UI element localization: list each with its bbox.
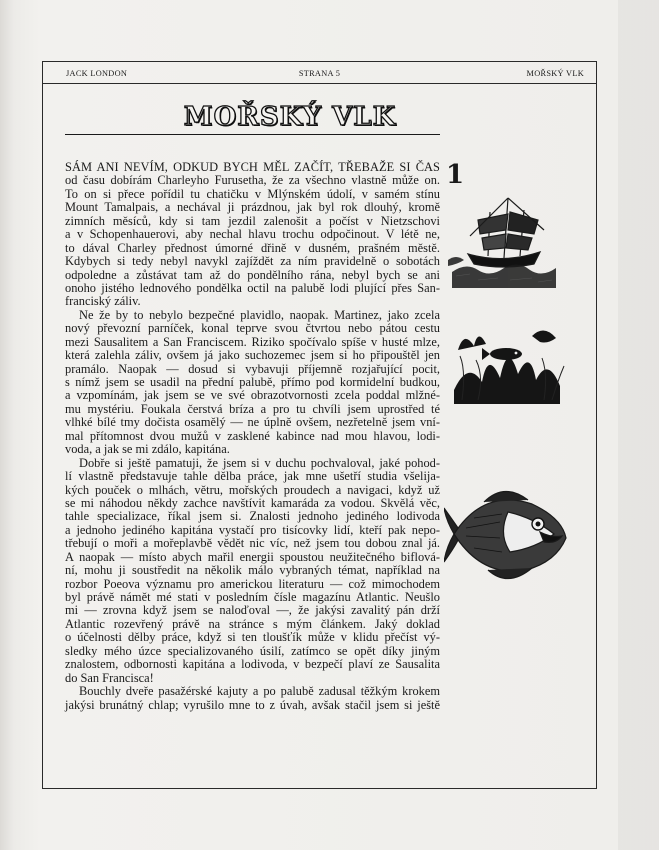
- text-line: Dobře si ještě pamatuji, že jsem si v duchu pochvaloval, jaké pohod-: [79, 455, 440, 470]
- text-line: rozbor Poeova významu pro americkou literaturu — což mimochodem: [65, 576, 440, 591]
- text-line: vlhké bílé tmy dočista osamělý — ne úplně ovšem, nezřetelně jsem vní-: [65, 415, 440, 430]
- text-line: franciský záliv.: [65, 294, 141, 309]
- text-line: Atlantic rozevřený právě na stránce s mým článkem. Jaký doklad: [65, 616, 440, 631]
- chapter-number: 1: [446, 160, 465, 190]
- text-line: pramálo. Naopak — dosud si vybavuji příjemně rozjařující pocit,: [65, 361, 440, 376]
- running-header: [43, 62, 596, 84]
- body-text: [65, 161, 440, 712]
- text-line: Bouchly dveře pasažérské kajuty a po palubě zadusal těžkým krokem: [79, 684, 440, 699]
- text-line: se mi náhodou někdy zachce navštívit kamaráda za vodou. Skvělá věc,: [65, 495, 440, 510]
- text-line: ní, mohu ji soustředit na několik málo vybraných témat, například na: [65, 563, 440, 578]
- text-line: od času dobírám Charleyho Furusetha, že za všechno vlastně může on.: [65, 173, 440, 188]
- text-line: Ne že by to nebylo bezpečné plavidlo, naopak. Martinez, jako zcela: [79, 307, 440, 322]
- next-page-edge: [618, 0, 659, 850]
- text-line: do San Francisca!: [65, 670, 154, 685]
- text-line: s nímž jsem se usadil na přední palubě, přímo pod kormidelní budkou,: [65, 375, 440, 389]
- chapter-title: MOŘSKÝ VLK: [183, 102, 397, 132]
- text-line: mezi Sausalitem a San Franciscem. Riziko spočívalo spíše v husté mlze,: [65, 334, 440, 349]
- sailing-ship-illustration: [448, 190, 558, 288]
- text-line: to dával Charley přednost úmorné dřině v dusném, prašném městě.: [65, 240, 440, 255]
- text-line: onoho jistého lednového pondělka octil na palubě lodi plující přes San-: [65, 280, 440, 295]
- text-line: odpoledne a zůstávat tam až do pondělního rána, nebyl bych se ani: [65, 267, 440, 282]
- text-line: voda, a jak se mi zdálo, kapitána.: [65, 442, 230, 457]
- text-line: zimních měsíců, kdy si tam jezdil zalenošit a počíst v Nietzschovi: [65, 213, 440, 228]
- title-rule: [65, 134, 440, 135]
- text-line: lí vlastně představuje tahle dělba práce, jak mne ušetří studia všelija-: [65, 469, 440, 484]
- text-line: A naopak — místo abych mařil energii spoustou neužitečného biflová-: [65, 549, 440, 564]
- text-line: o účelnosti dělby práce, když si ten tloušťík může v klidu přečíst vý-: [65, 630, 440, 645]
- text-line: a jednoho jediného kapitána vystačí pro tisícovky lidí, kteří pak nepo-: [65, 522, 440, 537]
- text-line: mi — zrovna když jsem se naloďoval —, že jakýsi zavalitý pán drží: [65, 603, 440, 618]
- text-line: třebují o moři a mořeplavbě vědět nic víc, než jsem tou dobou znal já.: [65, 536, 440, 551]
- header-page-number: STRANA 5: [298, 69, 341, 78]
- text-line: mu mystériu. Foukala čerstvá bríza a pro tu chvíli jsem uprostřed té: [65, 401, 440, 416]
- text-line: byl právě námět mé stati v posledním čísle magazínu Atlantic. Neušlo: [65, 590, 440, 604]
- text-line: mal přítomnost dvou mužů v zasklené kabince nad mou hlavou, lodi-: [65, 428, 440, 443]
- fish-illustration: [444, 478, 574, 590]
- text-line: sledky mého úzce specializovaného úsilí, zatímco se opět díky jiným: [65, 643, 440, 658]
- text-line: To on si přece pořídil tu chatičku v Mlýnském údolí, v samém stínu: [65, 186, 440, 201]
- text-line: a vzpomínám, jak jsem se ve své obrazotvornosti zcela poddal mlžné-: [65, 388, 440, 403]
- text-line: znalostem, odbornosti kapitána a lodivoda, v bezpečí plaví ze Sausalita: [65, 657, 440, 672]
- text-line: kých pouček o mlhách, větru, mořských proudech a navigaci, když už: [65, 482, 440, 497]
- text-line: a v Schopenhauerovi, aby nechal hlavu trochu odpočinout. V létě ne,: [65, 227, 440, 242]
- text-line: Kdybych si tedy nebyl navykl zajíždět za ním pravidelně o sobotách: [65, 254, 440, 269]
- text-line: tahle specializace, říkal jsem si. Znalosti jednoho jediného lodivoda: [65, 509, 440, 524]
- text-line: jakýsi brunátný chlap; vyrušilo mne to z úvah, avšak stačil jsem si ještě: [65, 697, 440, 712]
- text-line: nový převozní parníček, konal teprve svou čtvrtou nebo pátou cestu: [65, 321, 440, 336]
- page-frame: [42, 61, 597, 789]
- text-line: která zalehla záliv, ovšem já jako suchozemec jsem si ho připouštěl jen: [65, 348, 440, 363]
- seaweed-fish-illustration: [448, 320, 566, 404]
- text-line: Mount Tamalpais, a nechával ji prázdnou, jak byl rok dlouhý, kromě: [65, 200, 440, 215]
- text-line: SÁM ANI NEVÍM, ODKUD BYCH MĚL ZAČÍT, TŘEBAŽE SI ČAS: [65, 160, 440, 174]
- header-book-title: MOŘSKÝ VLK: [526, 69, 584, 78]
- header-author: JACK LONDON: [66, 69, 128, 78]
